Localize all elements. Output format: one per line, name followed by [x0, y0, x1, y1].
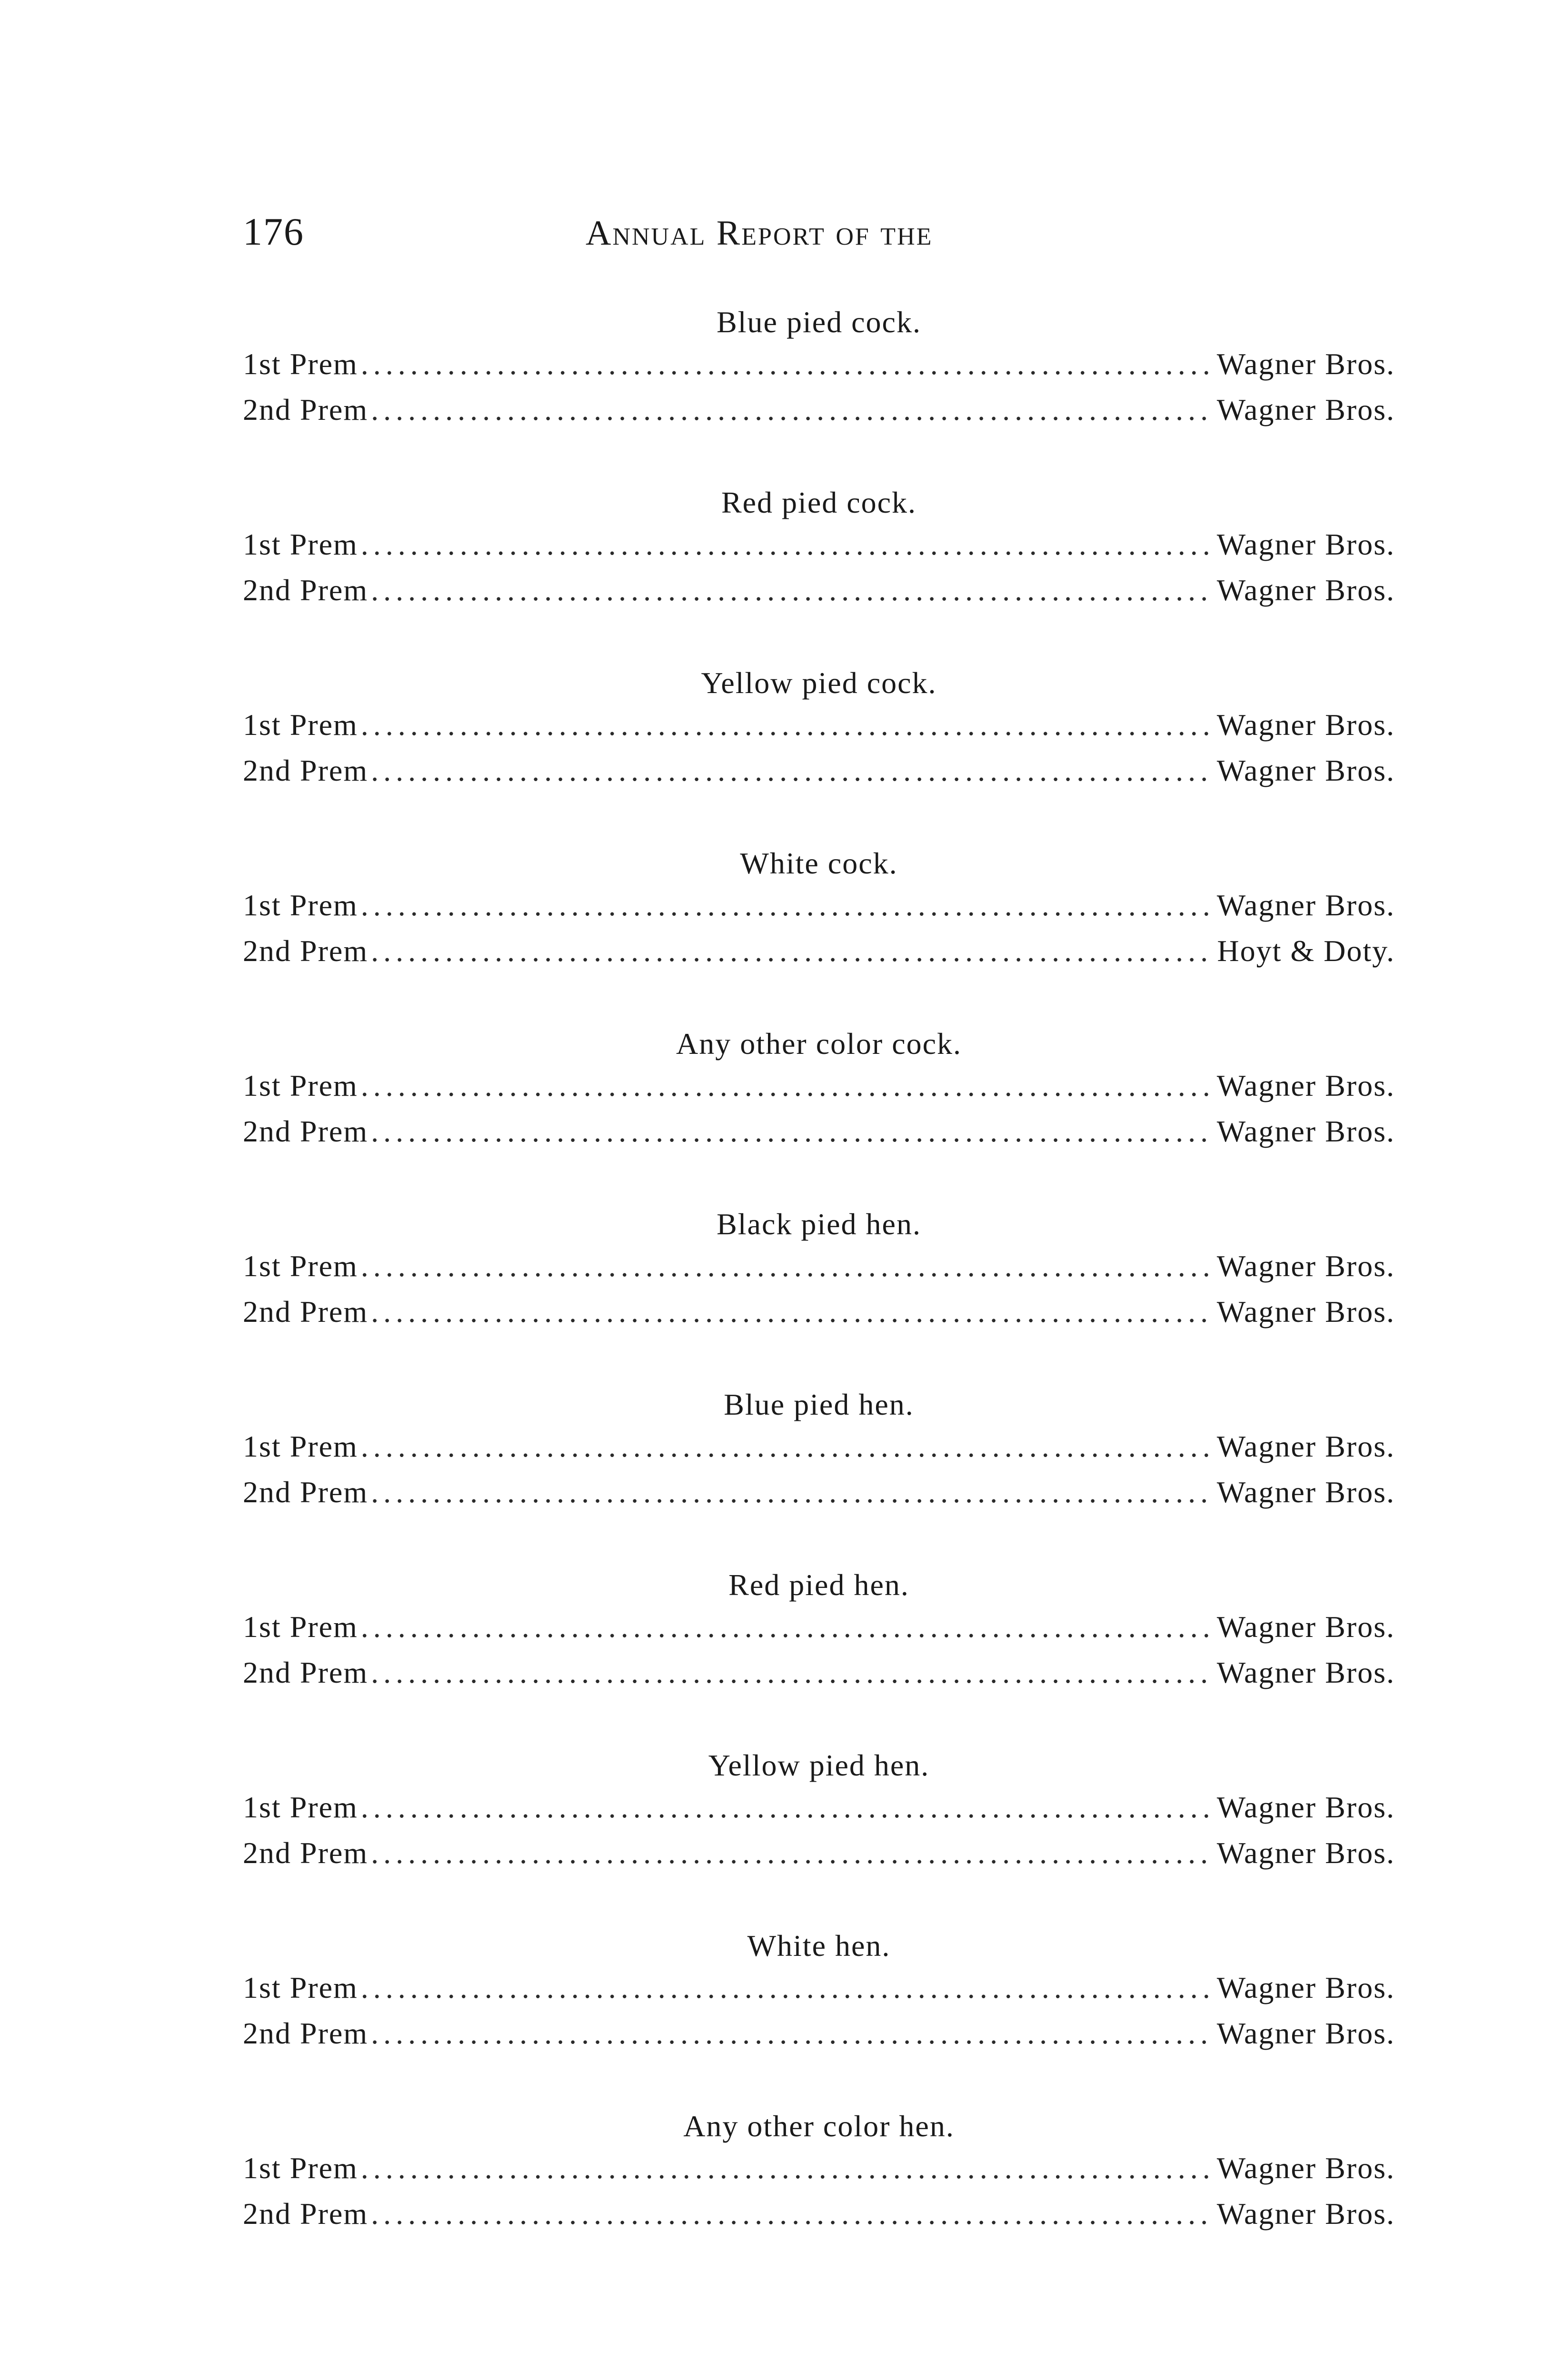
dot-leader [361, 1790, 1214, 1825]
premium-place: 1st Prem [243, 2151, 358, 2185]
premium-entry [243, 392, 1395, 427]
premium-section [243, 846, 1395, 1026]
dot-leader [361, 707, 1214, 743]
premium-list [243, 305, 1395, 2289]
premium-winner: Wagner Bros. [1216, 393, 1395, 426]
premium-entry [243, 933, 1395, 969]
premium-entry [243, 527, 1395, 562]
premium-section [243, 2109, 1395, 2289]
premium-place: 1st Prem [243, 1971, 358, 2004]
premium-section [243, 305, 1395, 485]
dot-leader [361, 1970, 1214, 2005]
premium-place: 2nd Prem [243, 2197, 369, 2231]
premium-winner: Wagner Bros. [1216, 888, 1395, 922]
premium-winner: Hoyt & Doty. [1217, 934, 1395, 968]
premium-place: 1st Prem [243, 1429, 358, 1463]
premium-place: 2nd Prem [243, 573, 369, 607]
dot-leader [371, 392, 1214, 427]
premium-place: 1st Prem [243, 1790, 358, 1824]
premium-place: 2nd Prem [243, 1295, 369, 1329]
premium-entry [243, 1655, 1395, 1690]
premium-place: 2nd Prem [243, 754, 369, 787]
premium-place: 2nd Prem [243, 1475, 369, 1509]
premium-winner: Wagner Bros. [1216, 1836, 1395, 1870]
premium-place: 2nd Prem [243, 1836, 369, 1870]
premium-place: 2nd Prem [243, 2016, 369, 2050]
section-title: Blue pied hen. [724, 1388, 914, 1421]
section-title: Red pied cock. [721, 486, 917, 519]
premium-winner: Wagner Bros. [1216, 527, 1395, 561]
premium-place: 1st Prem [243, 527, 358, 561]
dot-leader [371, 1475, 1214, 1510]
dot-leader [371, 933, 1214, 969]
premium-entry [243, 1475, 1395, 1510]
premium-winner: Wagner Bros. [1216, 1114, 1395, 1148]
dot-leader [371, 573, 1214, 608]
dot-leader [371, 1114, 1214, 1149]
dot-leader [371, 1835, 1214, 1871]
dot-leader [361, 1068, 1214, 1103]
premium-section [243, 485, 1395, 665]
section-title: White cock. [740, 846, 898, 880]
premium-entry [243, 1835, 1395, 1871]
premium-entry [243, 1114, 1395, 1149]
premium-winner: Wagner Bros. [1216, 2151, 1395, 2185]
premium-section [243, 1567, 1395, 1748]
premium-place: 1st Prem [243, 347, 358, 381]
premium-entry [243, 707, 1395, 743]
premium-section [243, 1026, 1395, 1207]
premium-place: 2nd Prem [243, 1656, 369, 1689]
premium-winner: Wagner Bros. [1216, 1429, 1395, 1463]
premium-entry [243, 573, 1395, 608]
premium-winner: Wagner Bros. [1216, 2016, 1395, 2050]
premium-winner: Wagner Bros. [1216, 1069, 1395, 1102]
premium-place: 1st Prem [243, 1610, 358, 1644]
premium-entry [243, 347, 1395, 382]
dot-leader [361, 1609, 1214, 1645]
section-title: White hen. [747, 1929, 891, 1963]
premium-winner: Wagner Bros. [1216, 1610, 1395, 1644]
section-title: Yellow pied hen. [708, 1748, 930, 1782]
premium-section [243, 1748, 1395, 1928]
dot-leader [361, 1429, 1214, 1464]
premium-entry [243, 1249, 1395, 1284]
section-title: Black pied hen. [717, 1207, 921, 1241]
dot-leader [371, 1294, 1214, 1329]
running-head: Annual Report of the [586, 214, 933, 253]
premium-entry [243, 1790, 1395, 1825]
premium-entry [243, 2151, 1395, 2186]
premium-place: 2nd Prem [243, 393, 369, 426]
premium-winner: Wagner Bros. [1216, 2197, 1395, 2231]
premium-entry [243, 2016, 1395, 2051]
dot-leader [371, 1655, 1214, 1690]
premium-winner: Wagner Bros. [1216, 347, 1395, 381]
premium-section [243, 665, 1395, 846]
dot-leader [371, 2196, 1214, 2231]
premium-entry [243, 1429, 1395, 1464]
dot-leader [371, 2016, 1214, 2051]
premium-entry [243, 2196, 1395, 2231]
dot-leader [361, 888, 1214, 923]
dot-leader [361, 527, 1214, 562]
premium-entry [243, 888, 1395, 923]
premium-place: 1st Prem [243, 1069, 358, 1102]
premium-winner: Wagner Bros. [1216, 754, 1395, 787]
premium-winner: Wagner Bros. [1216, 1790, 1395, 1824]
premium-section [243, 1928, 1395, 2109]
dot-leader [361, 1249, 1214, 1284]
premium-winner: Wagner Bros. [1216, 1656, 1395, 1689]
dot-leader [361, 2151, 1214, 2186]
section-title: Any other color cock. [676, 1027, 962, 1061]
premium-winner: Wagner Bros. [1216, 1475, 1395, 1509]
premium-section [243, 1387, 1395, 1567]
page-number: 176 [243, 210, 304, 253]
premium-place: 2nd Prem [243, 934, 369, 968]
section-title: Red pied hen. [728, 1568, 909, 1602]
premium-entry [243, 1068, 1395, 1103]
section-title: Any other color hen. [683, 2109, 955, 2143]
premium-section [243, 1207, 1395, 1387]
premium-winner: Wagner Bros. [1216, 573, 1395, 607]
premium-entry [243, 1294, 1395, 1329]
premium-place: 1st Prem [243, 708, 358, 742]
premium-winner: Wagner Bros. [1216, 1249, 1395, 1283]
section-title: Yellow pied cock. [701, 666, 937, 700]
page-header [243, 209, 1395, 262]
premium-winner: Wagner Bros. [1216, 1971, 1395, 2004]
section-title: Blue pied cock. [717, 305, 921, 339]
premium-place: 2nd Prem [243, 1114, 369, 1148]
premium-place: 1st Prem [243, 888, 358, 922]
premium-winner: Wagner Bros. [1216, 708, 1395, 742]
premium-entry [243, 1970, 1395, 2005]
premium-entry [243, 753, 1395, 788]
dot-leader [361, 347, 1214, 382]
dot-leader [371, 753, 1214, 788]
premium-entry [243, 1609, 1395, 1645]
premium-place: 1st Prem [243, 1249, 358, 1283]
premium-winner: Wagner Bros. [1216, 1295, 1395, 1329]
